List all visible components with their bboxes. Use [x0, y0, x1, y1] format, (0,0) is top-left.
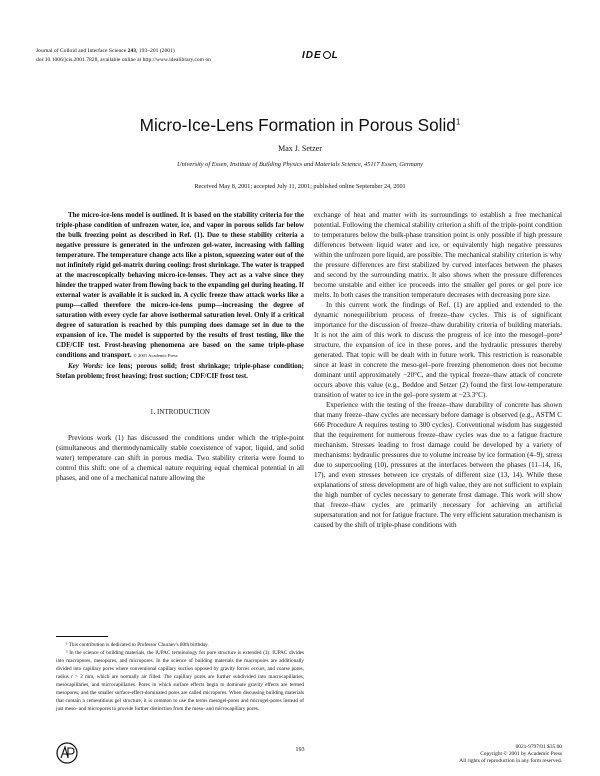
keywords: Key Words: ice lens; porous solid; frost shrinkage; triple-phase condition; Stefan problem; frost heaving; frost suction; CDF/CIF frost test. — [56, 362, 304, 380]
rights-line: All rights of reproduction in any form reserved. — [459, 758, 562, 765]
affiliation: University of Essen, Institute of Building Physics and Materials Science, 45117 Essen, Germany — [176, 161, 424, 168]
title-footnote-mark: 1 — [455, 117, 461, 127]
paragraph-3: Experience with the testing of the freeze–thaw durability of concrete has shown that many freeze–thaw cycles are necessary before damage is observed (e.g., ASTM C 666 Procedure A requires testing to 300 cycles). Conventional wisdom has suggested that the requirement for numerous freeze–thaw cycles was due to a fatigue fracture mechanism. Stresses leading to frost damage could be developed by a variety of mechanisms: hydraulic pressures due to volume increase by ice formation (4–9), stress due to supercooling (10), pressures at the interfaces between the phases (11–14, 16, 17), and even stresses between ice crystals of different size (13, 14). While these explanations of stress development are of high value, they are not sufficient to explain the high number of cycles necessary to generate frost damage. This work will show that freeze–thaw cycles are primarily necessary for achieving an artificial supersaturation and not for fatigue fracture. The very efficient saturation mechanism is caused by the shift of triple-phase conditions with — [314, 401, 562, 529]
ideal-logo: IDE L — [302, 50, 339, 61]
journal-volume: 243 — [127, 48, 137, 54]
article-title: Micro-Ice-Lens Formation in Porous Solid$^1$ — [139, 115, 461, 135]
footnotes — [56, 641, 304, 713]
paragraph-1: exchange of heat and matter with its surroundings to establish a free mechanical potential. Following the chemical stability criterion a shift of the triple-point condition to temperatures below the bulk-phase transition point is only possible if high pressure differences between liquid water and ice, or equivalently high negative pressures within the unfrozen pore liquid, are possible. The mechanical stability criterion is why the pressure differences are first stabilized by curved interfaces between the phases and second by the surrounding matrix. It also shows when the pressure differences become unstable and either ice proceeds into the smaller gel pores or gel pore ice melts. In both cases the transition temperature decreases with decreasing pore size. — [314, 211, 562, 299]
journal-citation: Journal of Colloid and Interface Science 243, 193–201 (2001) — [36, 48, 175, 54]
right-column — [314, 210, 562, 530]
footnote-2: ² In the science of building materials, the IUPAC terminology for pore structure is extended (3). IUPAC divides into macropores, mesopores, and micropores. In the science of building materials the macropores are additionally divided into capillary pores where conventional capillary suction opposed by gravity forces occurs, and coarse pores, radius r > 2 mm, which are normally air filled. The capillary pores are further subdivided into macrocapillaries, mesocapillaries, and microcapillaries. Pores in which surface effects begin to dominate gravity effects are termed mesopores, and the smaller surface-effect-dominated pores are called micropores. When discussing building materials that contain a cementitious gel structure, it is common to use the terms mesogel-pores and microgel-pores instead of just meso- and micropores to provide further distinction from the meso- and microcapillary pores. — [56, 650, 304, 712]
section-heading: 1. INTRODUCTION — [150, 408, 210, 416]
page-number: 193 — [295, 746, 305, 753]
footnote-1: ¹ This contribution is dedicated to Professor Churaev's 80th birthday. — [66, 642, 209, 648]
intro-paragraph: Previous work (1) has discussed the conditions under which the triple-point (simultaneous and thermodynamically stable coexistence of vapor, liquid, and solid water) temperature can shift in porous media. Two stability criteria were found to control this shift: one of a chemical nature requiring equal chemical potential in all phases, and one of a mechanical nature allowing the — [56, 434, 304, 482]
journal-header — [36, 47, 211, 65]
press-copyright: © 2001 Academic Press — [133, 353, 178, 358]
doi-line: doi:10.1006/jcis.2001.7828, available online at http://www.idealibrary.com on — [36, 57, 211, 63]
paragraph-2: In this current work the findings of Ref. (1) are applied and extended to the dynamic nonequilibrium process of freeze–thaw cycles. This is of significant importance for the discussion of freeze–thaw durability criteria of building materials. It is not the aim of this work to discuss the progress of ice into the mesogel–pore² structure, the expansion of ice in these pores, and the hydraulic pressures thereby generated. That topic will be dealt with in future work. This restriction is reasonable since at least in concrete the meso-gel–pore freezing phenomenon does not become dominant until approximately −20°C, and the typical freeze–thaw attack of concrete occurs above this value (e.g., Beddoe and Setzer (2) found the first low-temperature transition of water to ice in the gel–pore system at −23.3°C). — [314, 301, 562, 399]
abstract: The micro-ice-lens model is outlined. It is based on the stability criteria for the triple-phase condition of unfrozen water, ice, and vapor in porous solids far below the bulk freezing point as described in Ref. (1). Due to these stability criteria a negative pressure is generated in the unfrozen gel-water, increasing with falling temperature. The temperature change acts like a piston, squeezing water out of the not infinitely rigid gel-matrix during cooling: frost shrinkage. The water is trapped at the macroscopically behaving micro-ice-lenses. They act as a valve since they hinder the trapped water from flowing back to the expanding gel during heating. If external water is available it is sucked in. A cyclic freeze thaw attack works like a pump—called therefore the micro-ice-lens pump—increasing the degree of saturation with every cycle far above isothermal saturation level. Only if a critical degree of saturation is reached by this pumping does damage set in due to the expansion of ice. The model is supported by the results of frost testing, like the CDF/CIF test. Frost-heaving phenomena are based on the same triple-phase conditions and transport. © 2001 Academic Press — [56, 211, 304, 359]
copyright-line: Copyright © 2001 by Academic Press — [480, 751, 562, 758]
keywords-label: Key Words: — [68, 362, 104, 370]
logo-mark-icon — [323, 51, 331, 59]
left-column — [56, 210, 304, 483]
publication-dates: Received May 8, 2001; accepted July 11, 2001; published online September 24, 2001 — [194, 183, 406, 190]
footnote-rule — [56, 636, 108, 637]
copyright-block — [382, 744, 562, 766]
author: Max J. Setzer — [278, 144, 322, 153]
issn: 0021-9797/01 $35.00 — [515, 744, 562, 750]
